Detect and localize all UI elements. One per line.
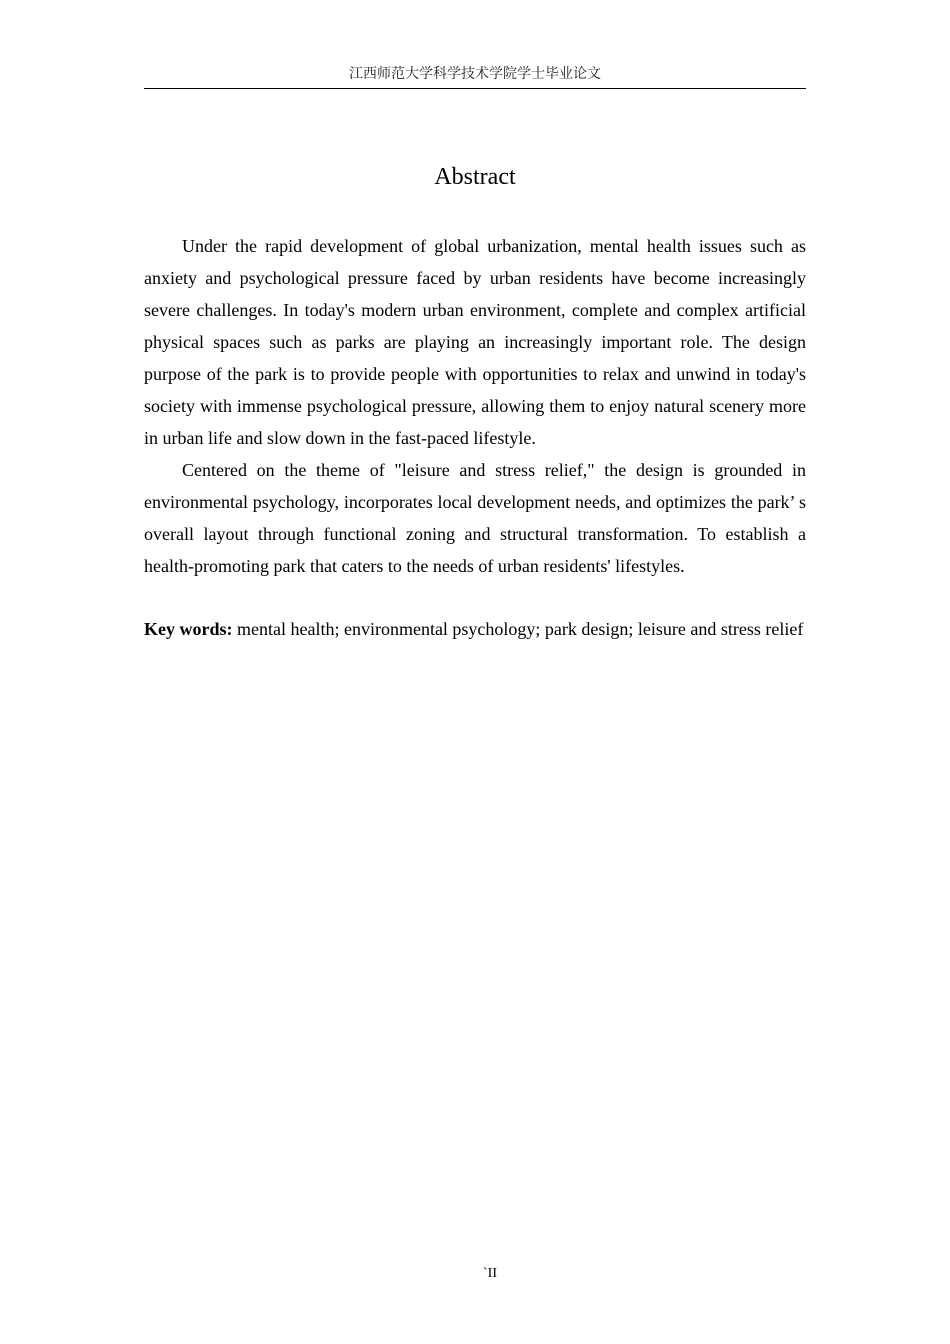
keywords-label: Key words: [144,619,233,639]
abstract-paragraph: Under the rapid development of global urbanization, mental health issues such as anxiety and psychological pressure faced by urban residents have become increasingly severe challenges. In today's modern urban environment, complete and complex artificial physical spaces such as parks are playing an increasingly important role. The design purpose of the park is to provide people with opportunities to relax and unwind in today's society with immense psychological pressure, allowing them to enjoy natural scenery more in urban life and slow down in the fast-paced lifestyle. [144,236,806,448]
page-title: Abstract [434,164,516,190]
running-header: 江西师范大学科学技术学院学士毕业论文 [349,66,601,82]
abstract-paragraph: Centered on the theme of "leisure and stress relief," the design is grounded in environmental psychology, incorporates local development needs, and optimizes the park’ s overall layout through functional zoning and structural transformation. To establish a health-promoting park that caters to the needs of urban residents' lifestyles. [144,460,806,576]
abstract-body [144,230,806,582]
page-number: `II [483,1266,497,1281]
keywords [144,613,806,645]
keywords-text: mental health; environmental psychology; park design; leisure and stress relief [232,619,804,639]
header-rule [144,88,806,89]
